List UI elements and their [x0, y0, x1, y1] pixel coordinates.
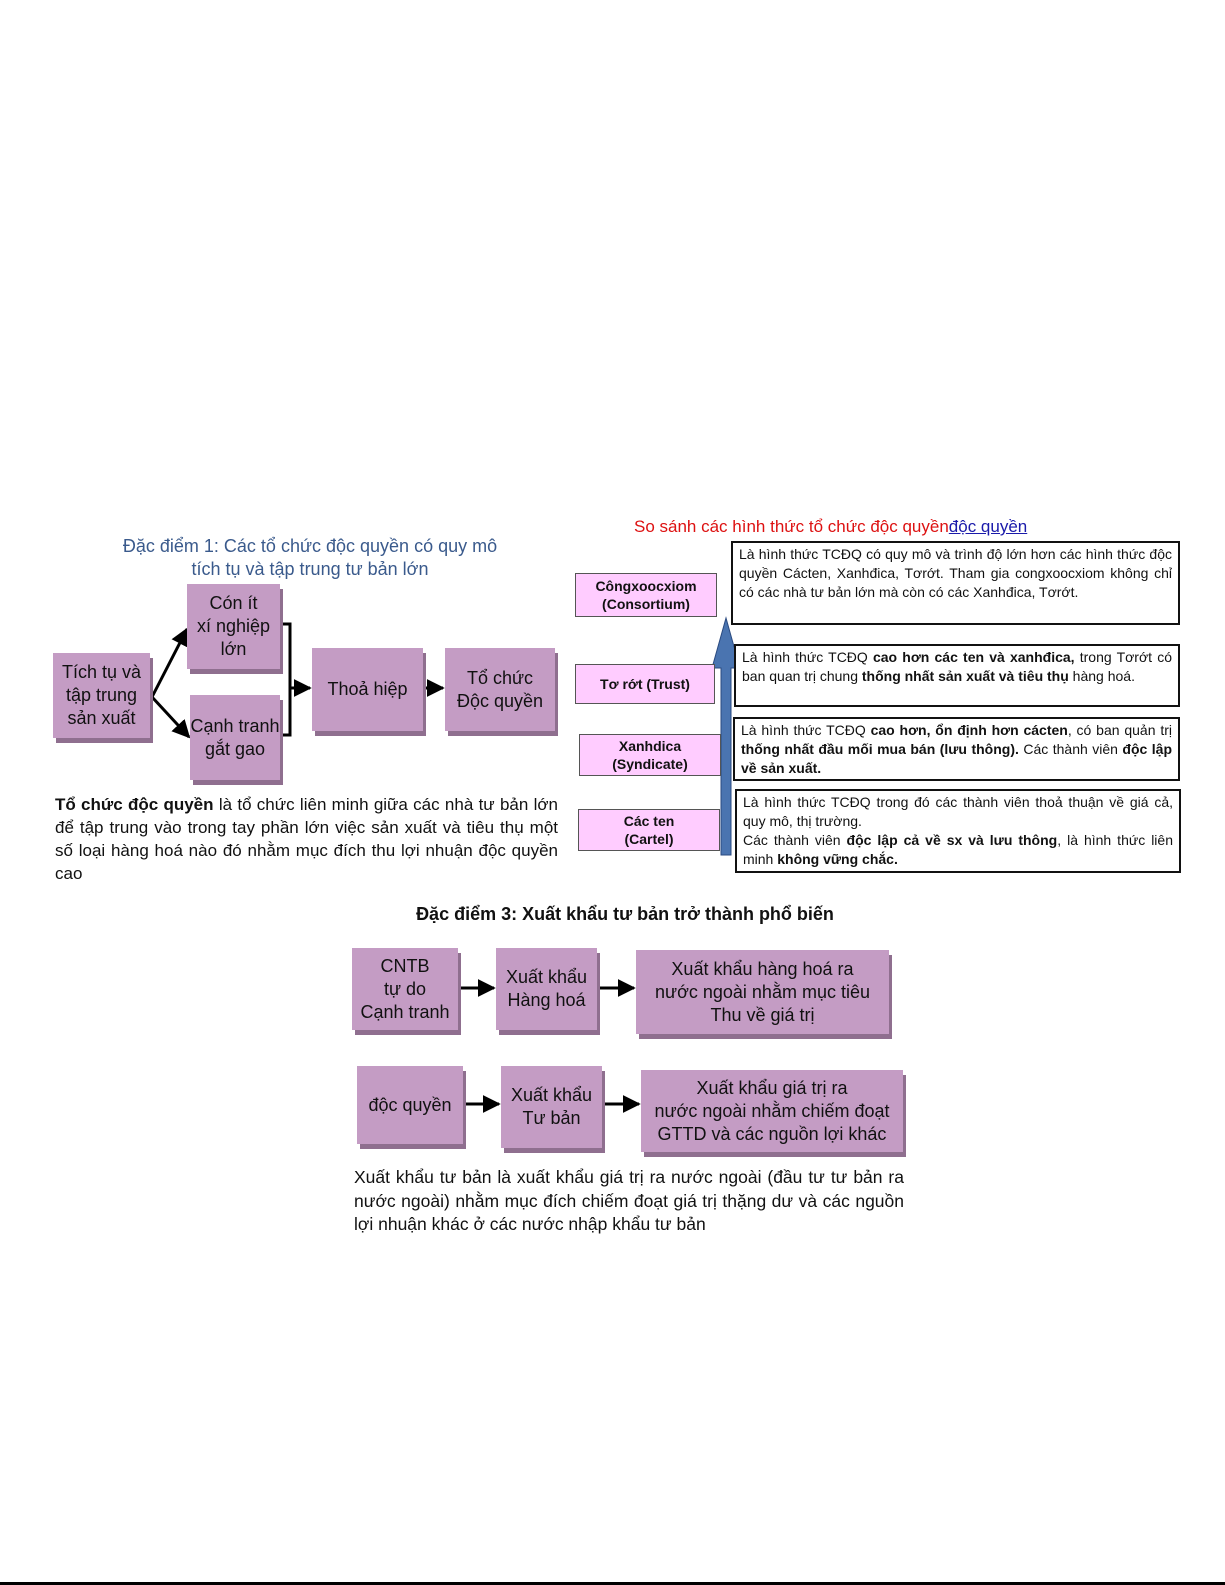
d1-title-line2: tích tụ và tập trung tư bản lớn: [191, 559, 429, 579]
d1-definition: [55, 793, 558, 885]
desc-cartel-b1: độc lập cả về sx và lưu thông: [846, 832, 1058, 848]
d1-definition-bold: Tổ chức độc quyền: [55, 795, 214, 814]
d1-definition-rest: là tổ chức liên minh giữa các nhà tư bản lớn để tập trung vào trong tay phần lớn việc sản xuất và tiêu thụ một số loại hàng hoá nào đó nhằm mục đích thu lợi nhuận độc quyền cao: [55, 795, 558, 883]
desc-cartel-p3: , là hình thức liên minh: [743, 832, 1173, 867]
desc-syndicate-b2: thống nhất đầu mối mua bán (lưu thông).: [741, 741, 1019, 757]
desc-syndicate-b3: độc lập về sản xuất.: [741, 741, 1173, 776]
form-syndicate: Xanhdica (Syndicate): [579, 734, 721, 776]
d3-definition: Xuất khẩu tư bản là xuất khẩu giá trị ra nước ngoài (đầu tư tư bản ra nước ngoài) nhằm mục đích chiếm đoạt giá trị thặng dư và các nguồn lợi nhuận khác ở các nước nhập khẩu tư bản: [354, 1167, 904, 1234]
desc-trust-b1: cao hơn các ten và xanhđica,: [872, 649, 1075, 665]
form-consortium: Côngxoocxiom (Consortium): [575, 573, 717, 617]
box-tichtu: Tích tụ và tập trung sản xuất: [53, 653, 150, 738]
box-xk-tuban: Xuất khẩu Tư bản: [501, 1066, 602, 1148]
desc-trust-b2: thống nhất sản xuất và tiêu thụ: [861, 668, 1069, 684]
box-tochuc: Tổ chức Độc quyền: [445, 648, 555, 731]
box-xk-hanghoa: Xuất khẩu Hàng hoá: [496, 948, 597, 1030]
desc-syndicate-b1: cao hơn, ổn định hơn cácten: [870, 722, 1068, 738]
desc-cartel-b2: không vững chắc.: [777, 851, 898, 867]
desc-trust-p2: trong Tơrớt có ban quan trị chung: [742, 649, 1172, 684]
desc-syndicate-p2: , có ban quản trị: [1067, 722, 1172, 738]
desc-trust-p1: Là hình thức TCĐQ: [742, 649, 873, 665]
desc-cartel-p2: Các thành viên: [743, 832, 847, 848]
box-thoahiep: Thoả hiệp: [312, 648, 423, 731]
d3-title: Đặc điểm 3: Xuất khẩu tư bản trở thành phổ biến: [416, 904, 834, 924]
desc-consortium: Là hình thức TCĐQ có quy mô và trình độ lớn hơn các hình thức độc quyền Cácten, Xanhđica, Tơrớt. Tham gia congxoocxiom không chỉ có các nhà tư bản lớn mà còn có các Xanhđica, Tơrớt.: [731, 541, 1180, 625]
compare-title-main: So sánh các hình thức tổ chức độc quyền: [634, 517, 949, 536]
desc-syndicate-p1: Là hình thức TCĐQ: [741, 722, 871, 738]
compare-title: [634, 516, 1027, 538]
form-cartel: Các ten (Cartel): [578, 809, 720, 851]
form-trust: Tơ rớt (Trust): [575, 664, 715, 704]
desc-trust: [734, 644, 1180, 707]
box-xk-tuban-desc: Xuất khẩu giá trị ra nước ngoài nhằm chiếm đoạt GTTD và các nguồn lợi khác: [641, 1070, 903, 1152]
box-xk-hanghoa-desc: Xuất khẩu hàng hoá ra nước ngoài nhằm mục tiêu Thu về giá trị: [636, 950, 889, 1034]
desc-trust-p3: hàng hoá.: [1068, 668, 1135, 684]
desc-cartel-p1: Là hình thức TCĐQ trong đó các thành viên thoả thuận về giá cả, quy mô, thị trường.: [743, 794, 1173, 829]
desc-syndicate: [733, 717, 1180, 781]
bracket-merge: [280, 624, 290, 735]
box-canhtranh: Cạnh tranh gắt gao: [190, 695, 280, 780]
arrow-tichtu-canhtranh: [152, 697, 189, 737]
arrow-tichtu-conit: [152, 629, 187, 697]
box-cntb: CNTB tự do Cạnh tranh: [352, 948, 458, 1030]
desc-syndicate-p3: Các thành viên: [1018, 741, 1123, 757]
desc-cartel: [735, 789, 1181, 873]
box-conit: Cón ít xí nghiệp lớn: [187, 584, 280, 669]
d1-title-line1: Đặc điểm 1: Các tổ chức độc quyền có quy mô: [122, 536, 498, 556]
d1-title: [60, 535, 560, 581]
compare-title-link[interactable]: độc quyền: [948, 517, 1028, 536]
box-docquyen: độc quyền: [357, 1066, 463, 1144]
